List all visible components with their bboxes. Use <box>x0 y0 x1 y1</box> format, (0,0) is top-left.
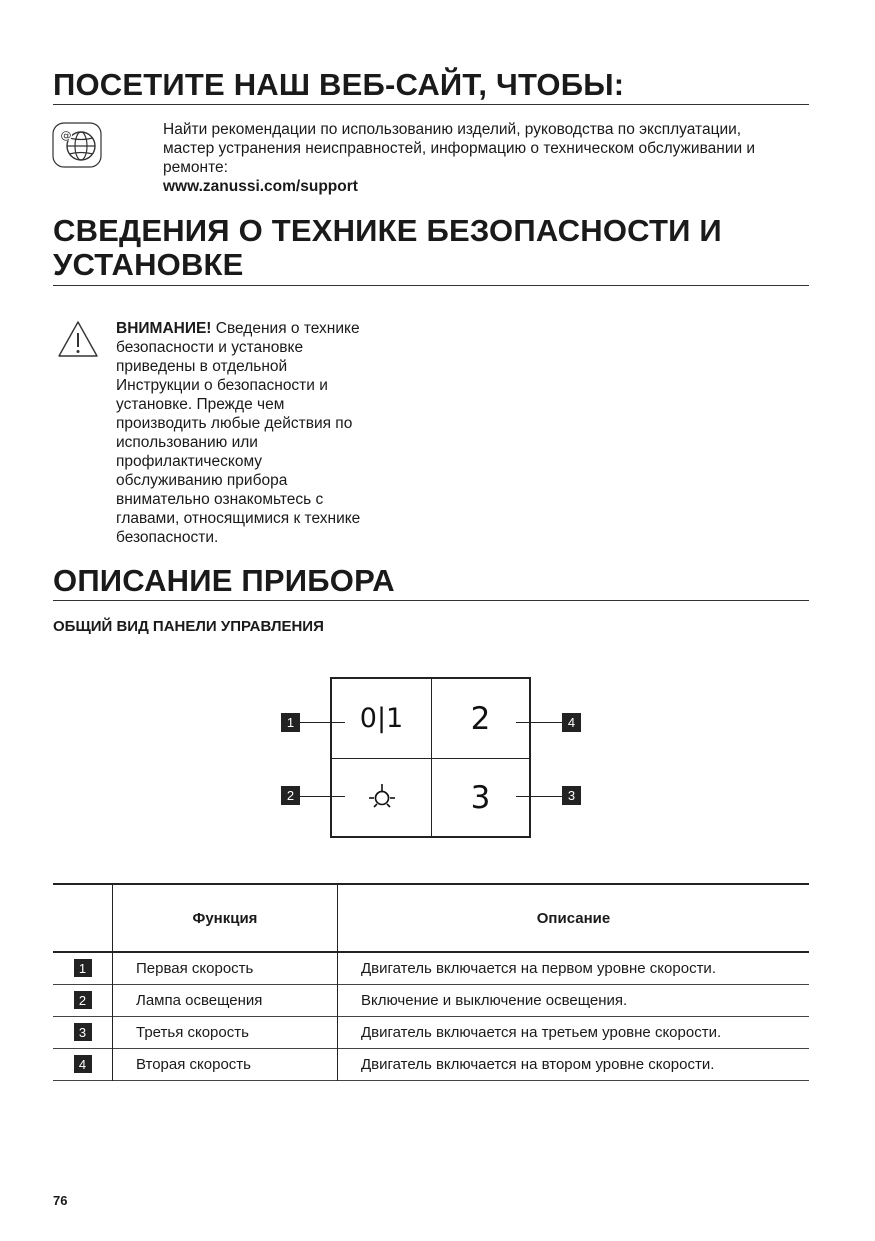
row-number: 1 <box>74 959 92 977</box>
table-row <box>53 1048 809 1080</box>
title-divider <box>53 600 809 601</box>
warning-line: установке. Прежде чем <box>116 396 285 413</box>
website-text-line: Найти рекомендации по использованию изделий, руководства по эксплуатации, <box>163 121 742 138</box>
support-url-link[interactable]: www.zanussi.com/support <box>163 178 358 195</box>
title-divider <box>53 285 809 286</box>
safety-section-title <box>53 214 722 282</box>
safety-warning-text <box>116 319 416 547</box>
warning-triangle-icon <box>57 320 99 358</box>
row-function: Третья скорость <box>113 1016 338 1048</box>
callout-3: 3 <box>562 786 581 805</box>
warning-label: ВНИМАНИЕ! <box>116 320 212 337</box>
title-divider <box>53 104 809 105</box>
website-description <box>163 120 813 196</box>
control-panel-subtitle: ОБЩИЙ ВИД ПАНЕЛИ УПРАВЛЕНИЯ <box>53 618 324 635</box>
callout-2: 2 <box>281 786 300 805</box>
warning-line: использованию или <box>116 434 258 451</box>
callout-leader <box>300 796 345 797</box>
control-panel-diagram <box>330 677 531 838</box>
table-row <box>53 984 809 1016</box>
warning-line: безопасности и установке <box>116 339 304 356</box>
warning-line: главами, относящимися к технике <box>116 510 361 527</box>
callout-leader <box>516 722 562 723</box>
row-function: Вторая скорость <box>113 1048 338 1080</box>
warning-line: профилактическому <box>116 453 263 470</box>
table-header-row <box>53 884 809 952</box>
page-number: 76 <box>53 1193 68 1208</box>
warning-line: Сведения о технике <box>211 320 360 337</box>
row-number: 3 <box>74 1023 92 1041</box>
row-function: Лампа освещения <box>113 984 338 1016</box>
table-row <box>53 952 809 984</box>
table-header-num <box>53 884 113 952</box>
speed-2-button[interactable]: 2 <box>470 700 491 737</box>
warning-line: Инструкции о безопасности и <box>116 377 328 394</box>
safety-title-line: УСТАНОВКЕ <box>53 247 244 282</box>
row-number: 4 <box>74 1055 92 1073</box>
warning-line: обслуживанию прибора <box>116 472 288 489</box>
power-button[interactable]: 0|1 <box>359 703 404 734</box>
function-table <box>53 883 809 1081</box>
row-number: 2 <box>74 991 92 1009</box>
warning-line: приведены в отдельной <box>116 358 288 375</box>
row-description: Включение и выключение освещения. <box>361 991 628 1009</box>
safety-title-line: СВЕДЕНИЯ О ТЕХНИКЕ БЕЗОПАСНОСТИ И <box>53 213 722 248</box>
callout-1: 1 <box>281 713 300 732</box>
description-section-title: ОПИСАНИЕ ПРИБОРА <box>53 563 395 598</box>
light-button[interactable] <box>332 759 431 836</box>
callout-4: 4 <box>562 713 581 732</box>
warning-line: безопасности. <box>116 529 219 546</box>
warning-line: внимательно ознакомьтесь с <box>116 491 324 508</box>
table-header-function: Функция <box>113 884 338 952</box>
speed-3-button[interactable]: 3 <box>470 779 491 816</box>
lamp-icon <box>366 783 398 813</box>
website-section-title: ПОСЕТИТЕ НАШ ВЕБ-САЙТ, ЧТОБЫ: <box>53 67 625 102</box>
website-text-line: ремонте: <box>163 159 228 176</box>
website-text-line: мастер устранения неисправностей, информацию о техническом обслуживании и <box>163 140 756 157</box>
callout-leader <box>300 722 345 723</box>
row-description: Двигатель включается на третьем уровне скорости. <box>361 1023 722 1041</box>
warning-line: производить любые действия по <box>116 415 353 432</box>
row-function: Первая скорость <box>113 952 338 984</box>
table-row <box>53 1016 809 1048</box>
row-description: Двигатель включается на первом уровне скорости. <box>361 959 716 977</box>
svg-text:@: @ <box>60 129 72 142</box>
callout-leader <box>516 796 562 797</box>
table-header-description: Описание <box>536 909 611 927</box>
row-description: Двигатель включается на втором уровне скорости. <box>361 1055 715 1073</box>
globe-web-icon <box>52 122 102 168</box>
